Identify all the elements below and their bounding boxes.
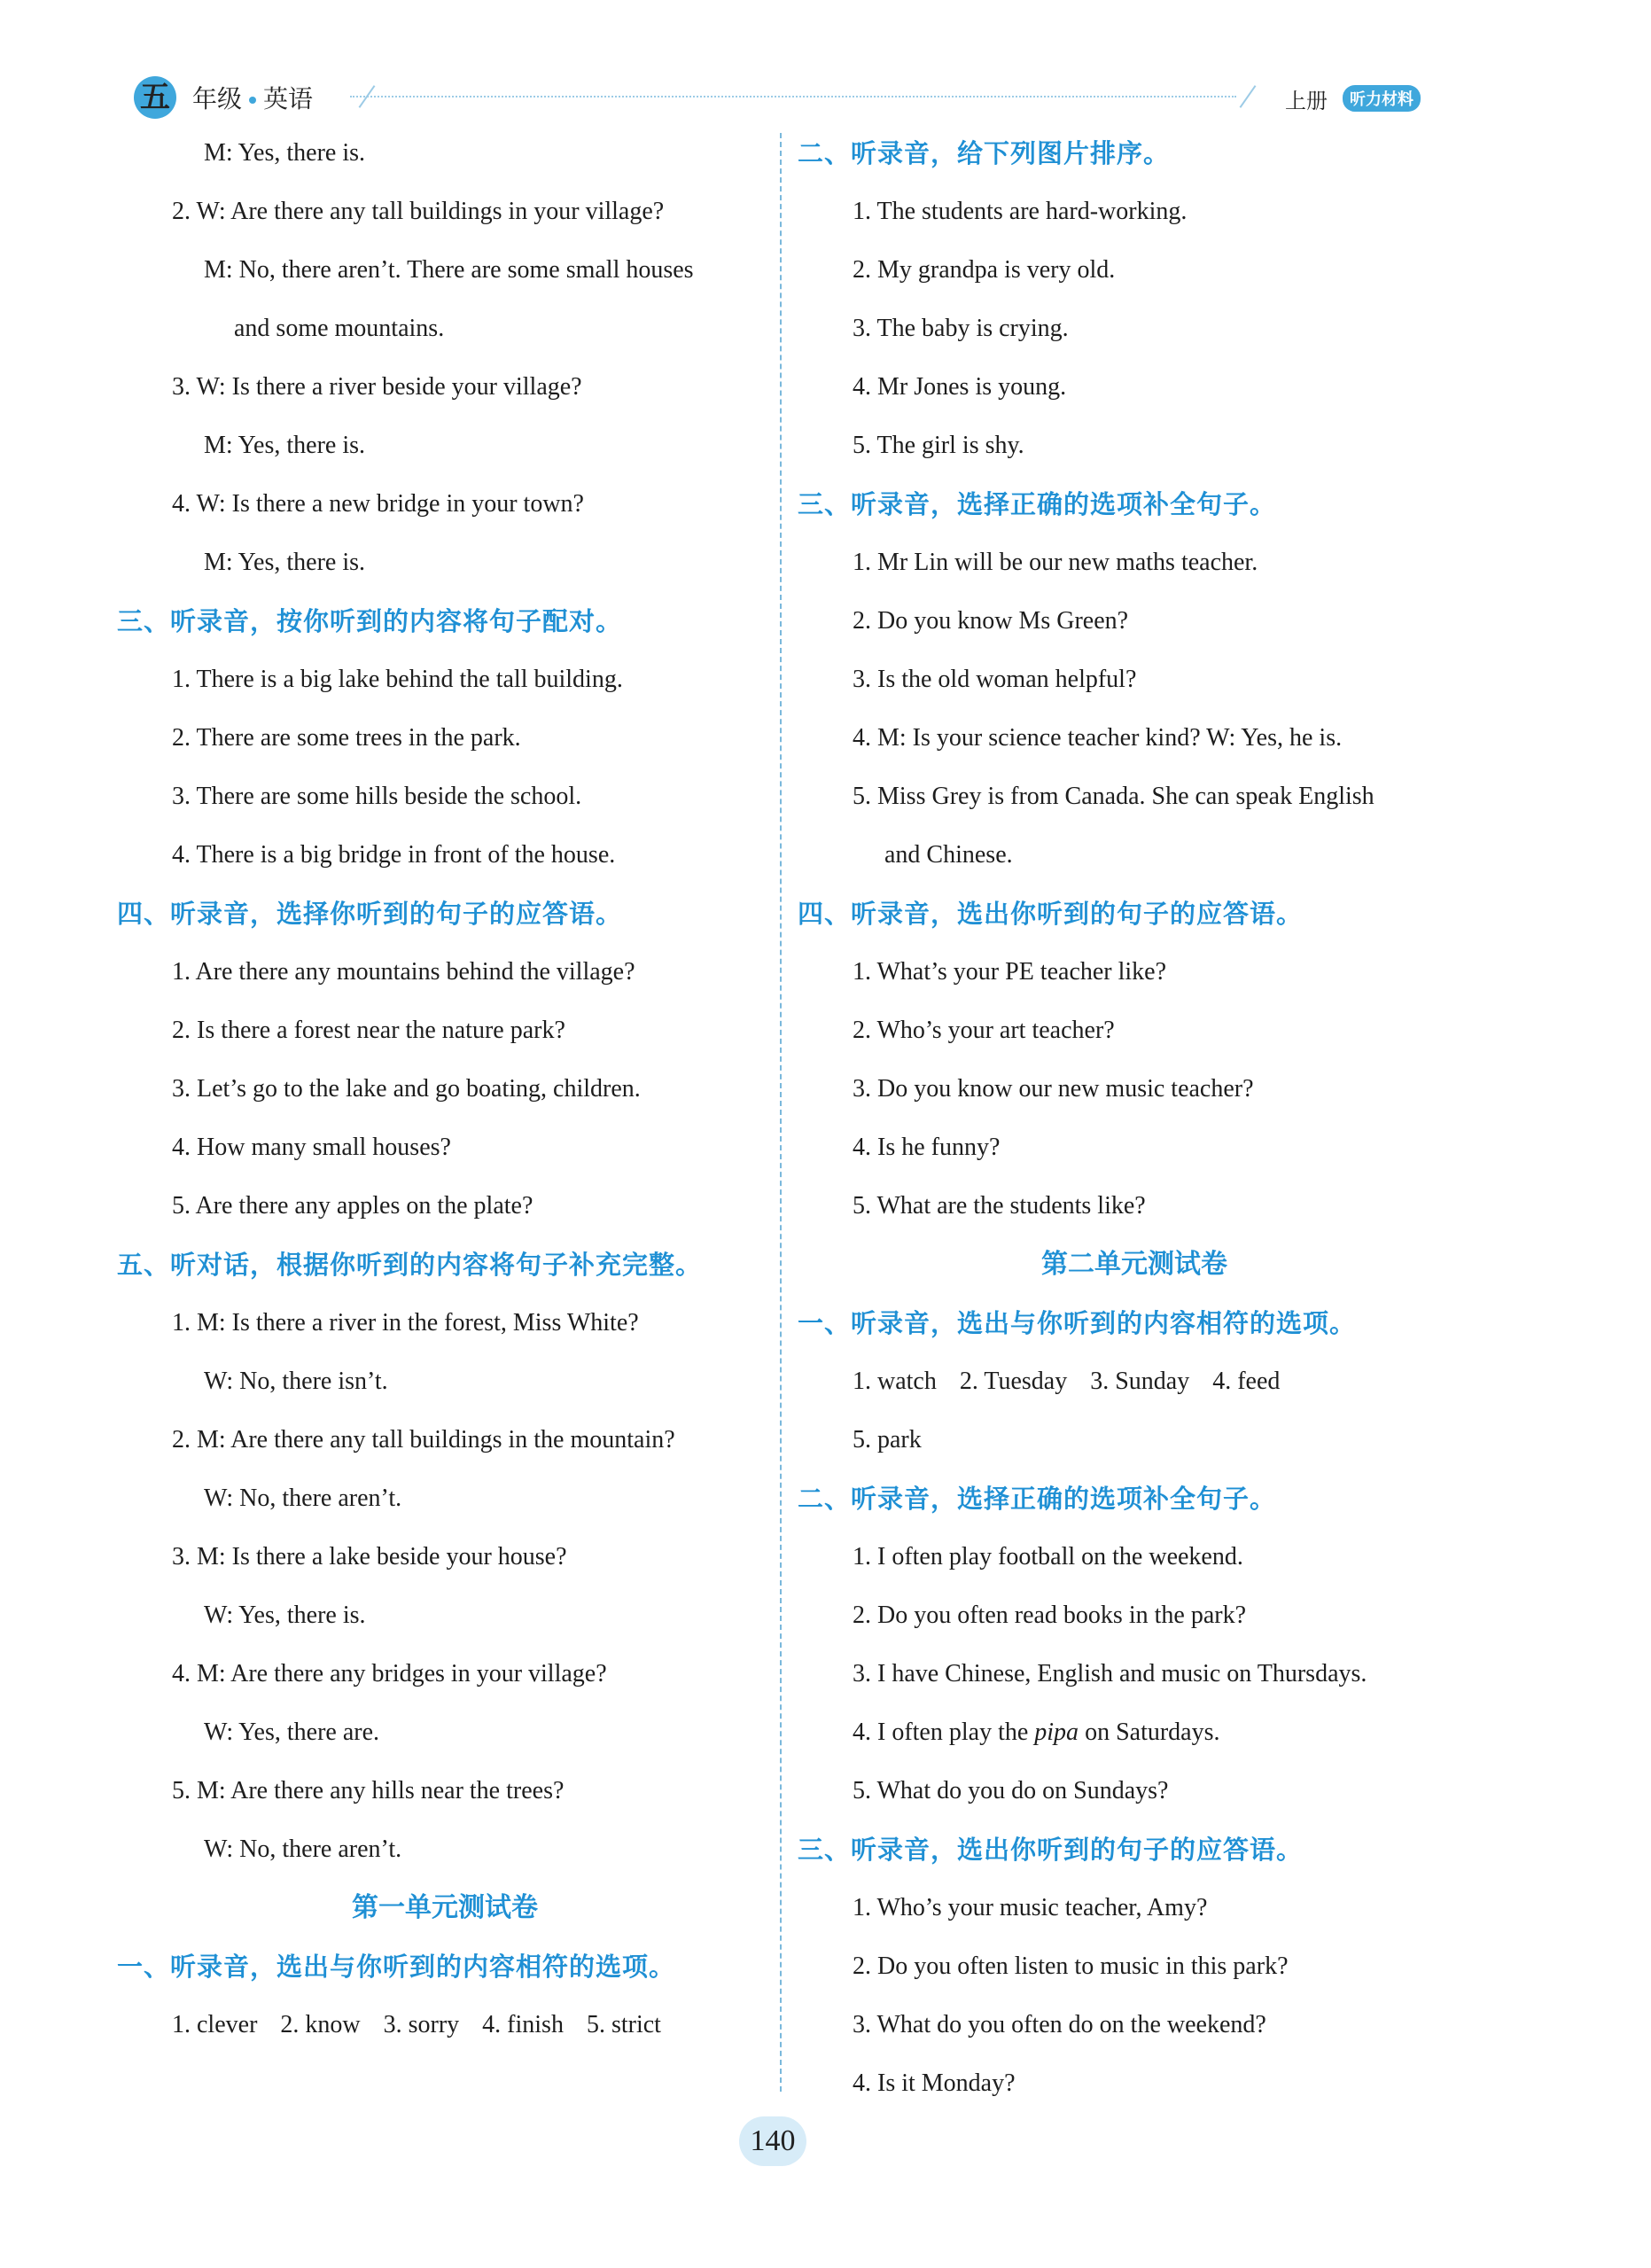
script-line: W: Yes, there are. — [204, 1719, 380, 1746]
grade-subject-label — [192, 80, 313, 115]
section-heading: 三、听录音，选择正确的选项补全句子。 — [798, 489, 1277, 519]
section-heading: 二、听录音，选择正确的选项补全句子。 — [798, 1484, 1277, 1514]
script-line: 2. Do you often read books in the park? — [853, 1602, 1246, 1629]
script-line: 5. What do you do on Sundays? — [853, 1777, 1169, 1804]
script-line: 1. There is a big lake behind the tall building. — [172, 666, 623, 693]
script-line: M: Yes, there is. — [204, 549, 366, 576]
right-column — [798, 124, 1471, 2113]
script-line: 1. Are there any mountains behind the village? — [172, 958, 635, 986]
unit2-word-list — [798, 1352, 1471, 1411]
script-line: 2. M: Are there any tall buildings in the mountain? — [172, 1426, 675, 1454]
script-line: 4. There is a big bridge in front of the house. — [172, 841, 616, 869]
script-line: 3. I have Chinese, English and music on Thursdays. — [853, 1660, 1367, 1687]
left-column — [117, 124, 773, 2054]
pipa-sentence — [798, 1703, 1471, 1762]
section-heading: 一、听录音，选出与你听到的内容相符的选项。 — [798, 1308, 1357, 1338]
script-line: W: No, there isn’t. — [204, 1368, 388, 1395]
script-line: M: No, there aren’t. There are some small houses — [204, 256, 694, 284]
word-option: 4. finish — [482, 2011, 564, 2038]
script-line: 2. My grandpa is very old. — [853, 256, 1116, 284]
script-line: 5. What are the students like? — [853, 1192, 1146, 1220]
script-line: 3. What do you often do on the weekend? — [853, 2011, 1266, 2038]
script-line: 3. Do you know our new music teacher? — [853, 1075, 1254, 1103]
header-slash-right — [1240, 85, 1257, 108]
pipa-pre: 4. I often play the — [853, 1719, 1035, 1746]
script-line: 5. The girl is shy. — [853, 432, 1024, 459]
script-line: and some mountains. — [234, 315, 445, 342]
right-lines-b — [798, 1411, 1471, 1703]
script-line: and Chinese. — [884, 841, 1013, 869]
script-line: 2. Do you often listen to music in this park? — [853, 1952, 1289, 1980]
grade-label: 年级 — [192, 84, 243, 113]
script-line: 4. Is he funny? — [853, 1134, 1001, 1161]
section-heading: 二、听录音，给下列图片排序。 — [798, 138, 1171, 168]
script-line: 2. Is there a forest near the nature park? — [172, 1017, 565, 1044]
script-line: W: Yes, there is. — [204, 1602, 366, 1629]
script-line: 2. There are some trees in the park. — [172, 724, 521, 752]
column-divider — [780, 133, 782, 2092]
script-line: 3. There are some hills beside the school. — [172, 783, 582, 810]
word-option: 2. know — [280, 2011, 361, 2038]
script-line: 4. How many small houses? — [172, 1134, 451, 1161]
script-line: 3. W: Is there a river beside your village? — [172, 373, 582, 401]
word-option: 3. sorry — [383, 2011, 460, 2038]
script-line: 5. Are there any apples on the plate? — [172, 1192, 533, 1220]
unit1-word-list — [117, 1996, 773, 2054]
dot-separator — [249, 97, 256, 104]
word-option: 2. Tuesday — [959, 1368, 1068, 1395]
section-heading: 三、听录音，选出你听到的句子的应答语。 — [798, 1835, 1304, 1865]
right-lines-a — [798, 124, 1471, 1352]
page-header — [128, 74, 1440, 128]
grade-badge: 五 — [134, 76, 176, 119]
pipa-post: on Saturdays. — [1079, 1719, 1220, 1746]
word-option: 1. clever — [172, 2011, 258, 2038]
script-line: 4. M: Are there any bridges in your village? — [172, 1660, 607, 1687]
script-line: 3. The baby is crying. — [853, 315, 1069, 342]
script-line: 3. Is the old woman helpful? — [853, 666, 1137, 693]
script-line: 5. M: Are there any hills near the trees? — [172, 1777, 565, 1804]
script-line: 4. Is it Monday? — [853, 2069, 1016, 2097]
script-line: 1. What’s your PE teacher like? — [853, 958, 1167, 986]
script-line: 4. Mr Jones is young. — [853, 373, 1067, 401]
listening-material-badge: 听力材料 — [1343, 85, 1421, 112]
script-line: 3. Let’s go to the lake and go boating, children. — [172, 1075, 641, 1103]
script-line: W: No, there aren’t. — [204, 1485, 402, 1512]
section-heading: 一、听录音，选出与你听到的内容相符的选项。 — [117, 1952, 676, 1982]
page-number: 140 — [739, 2116, 806, 2166]
section-heading: 三、听录音，按你听到的内容将句子配对。 — [117, 606, 623, 636]
word-option: 4. feed — [1212, 1368, 1281, 1395]
section-heading: 五、听对话，根据你听到的内容将句子补充完整。 — [117, 1250, 703, 1280]
word-option: 3. Sunday — [1090, 1368, 1190, 1395]
script-line: 2. Who’s your art teacher? — [853, 1017, 1115, 1044]
volume-label: 上册 — [1285, 89, 1328, 113]
left-lines — [117, 124, 773, 1996]
script-line: 3. M: Is there a lake beside your house? — [172, 1543, 567, 1570]
script-line: M: Yes, there is. — [204, 139, 366, 167]
script-line: 5. Miss Grey is from Canada. She can speak English — [853, 783, 1375, 810]
script-line: M: Yes, there is. — [204, 432, 366, 459]
unit-title: 第二单元测试卷 — [1041, 1249, 1227, 1280]
script-line: 1. The students are hard-working. — [853, 198, 1188, 225]
script-line: 1. M: Is there a river in the forest, Miss White? — [172, 1309, 639, 1337]
script-line: 2. Do you know Ms Green? — [853, 607, 1129, 635]
script-line: 1. Who’s your music teacher, Amy? — [853, 1894, 1208, 1921]
header-dotted-rule — [350, 96, 1236, 97]
section-heading: 四、听录音，选择你听到的句子的应答语。 — [117, 899, 623, 929]
word-option: 1. watch — [853, 1368, 937, 1395]
word-option: 5. strict — [586, 2011, 661, 2038]
subject-label: 英语 — [263, 84, 314, 113]
script-line: 2. W: Are there any tall buildings in your village? — [172, 198, 665, 225]
script-line: 4. M: Is your science teacher kind? W: Yes, he is. — [853, 724, 1343, 752]
unit-title: 第一单元测试卷 — [352, 1892, 538, 1923]
script-line: 1. Mr Lin will be our new maths teacher. — [853, 549, 1258, 576]
script-line: W: No, there aren’t. — [204, 1835, 402, 1863]
section-heading: 四、听录音，选出你听到的句子的应答语。 — [798, 899, 1304, 929]
right-lines-c — [798, 1762, 1471, 2113]
script-line: 5. park — [853, 1426, 922, 1454]
script-line: 1. I often play football on the weekend. — [853, 1543, 1243, 1570]
script-line: 4. W: Is there a new bridge in your town? — [172, 490, 584, 518]
pipa-word: pipa — [1034, 1719, 1079, 1746]
